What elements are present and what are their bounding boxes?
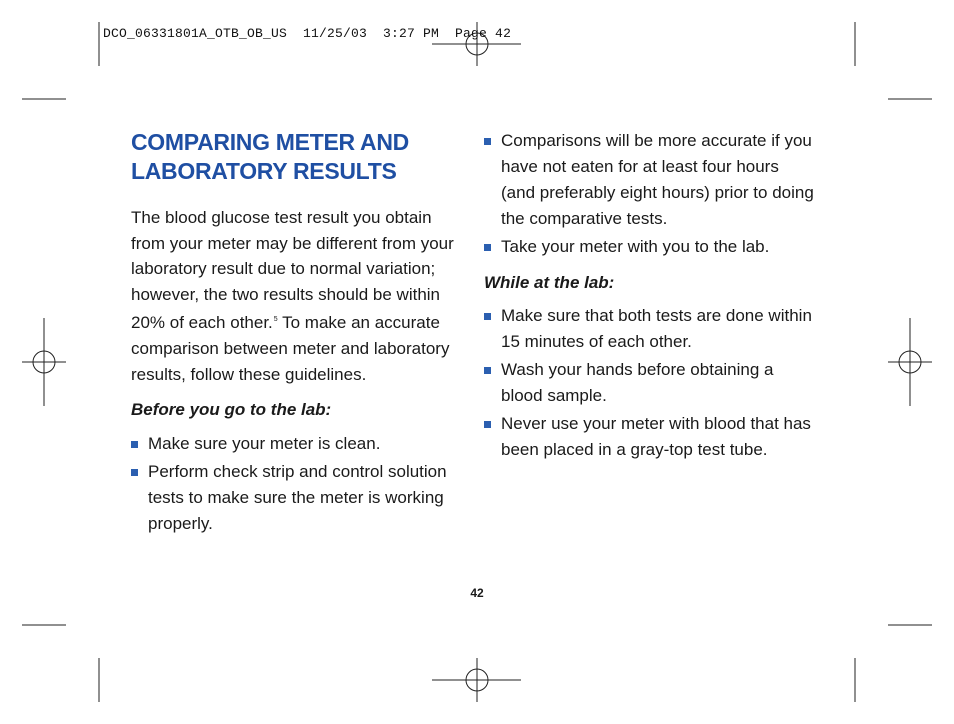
- list-item: [484, 303, 814, 355]
- before-lab-list-continued: [484, 128, 814, 260]
- at-lab-list: [484, 303, 814, 463]
- list-item-text: Take your meter with you to the lab.: [501, 237, 770, 256]
- square-bullet-icon: [484, 138, 491, 145]
- square-bullet-icon: [484, 367, 491, 374]
- list-item-text: Wash your hands before obtaining a blood sample.: [501, 360, 774, 405]
- square-bullet-icon: [131, 441, 138, 448]
- intro-text: The blood glucose test result you obtain from your meter may be different from your laboratory result due to normal variation; however, the two results should be within 20% of each other.: [131, 208, 454, 333]
- list-item-text: Never use your meter with blood that has been placed in a gray-top test tube.: [501, 414, 811, 459]
- right-column: [484, 128, 814, 463]
- list-item-text: Comparisons will be more accurate if you have not eaten for at least four hours (and preferably eight hours) prior to doing the comparative tests.: [501, 131, 814, 228]
- printer-slug: DCO_06331801A_OTB_OB_US 11/25/03 3:27 PM Page 42: [103, 26, 512, 41]
- intro-continued-text: To make an accurate comparison between meter and laboratory results, follow these guidelines.: [131, 313, 450, 384]
- left-column: [131, 128, 461, 537]
- list-item-text: Make sure your meter is clean.: [148, 434, 381, 454]
- list-item: [484, 128, 814, 232]
- list-item: [484, 411, 814, 463]
- before-lab-list: [131, 431, 461, 537]
- square-bullet-icon: [484, 421, 491, 428]
- page-title: COMPARING METER AND LABORATORY RESULTS: [131, 129, 409, 184]
- at-lab-heading: While at the lab:: [484, 273, 615, 292]
- footnote-marker: 5: [273, 316, 278, 324]
- list-item: [484, 234, 814, 260]
- intro-paragraph: [131, 205, 461, 387]
- list-item: [131, 459, 461, 537]
- square-bullet-icon: [484, 313, 491, 320]
- page-number: [0, 586, 954, 600]
- list-item: [131, 431, 461, 457]
- page-number-text: 42: [470, 586, 484, 600]
- before-lab-heading: Before you go to the lab:: [131, 400, 332, 420]
- list-item: [484, 357, 814, 409]
- list-item-text: Make sure that both tests are done within 15 minutes of each other.: [501, 306, 812, 351]
- square-bullet-icon: [484, 244, 491, 251]
- square-bullet-icon: [131, 469, 138, 476]
- list-item-text: Perform check strip and control solution tests to make sure the meter is working properly.: [148, 462, 447, 534]
